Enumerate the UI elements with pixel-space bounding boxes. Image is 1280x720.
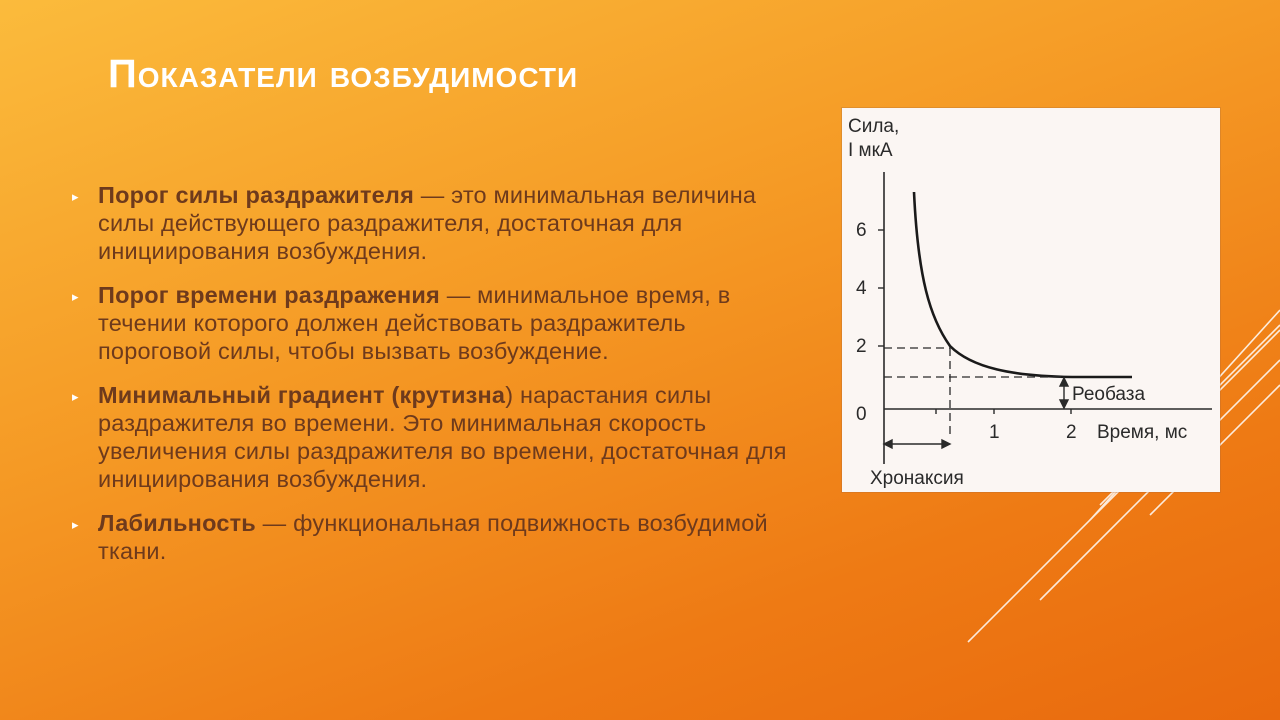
bullet-item — [72, 281, 792, 365]
y-tick-label: 2 — [856, 336, 867, 357]
bullet-text: — минимальное время, в течении которого должен действовать раздражитель пороговой силы, чтобы вызвать возбуждение. — [98, 282, 731, 364]
arrowhead-icon — [1060, 400, 1068, 408]
slide-title: Показатели возбудимости — [108, 52, 579, 96]
x-tick-label: 1 — [989, 422, 1000, 443]
x-axis-label: Время, мс — [1097, 422, 1188, 443]
bullet-arrow-icon: ▸ — [72, 289, 79, 304]
bullet-term: Лабильность — [98, 510, 256, 536]
bullet-item — [72, 181, 792, 265]
bullet-list — [72, 181, 792, 581]
y-tick-label: 6 — [856, 220, 867, 241]
bullet-item — [72, 381, 792, 493]
bullet-arrow-icon: ▸ — [72, 189, 79, 204]
y-axis-label: Сила, — [848, 116, 900, 137]
bullet-item — [72, 509, 792, 565]
y-tick-label: 4 — [856, 278, 867, 299]
arrowhead-icon — [1060, 378, 1068, 386]
arrowhead-icon — [942, 440, 950, 448]
strength-duration-curve — [914, 192, 1132, 377]
bullet-arrow-icon: ▸ — [72, 517, 79, 532]
bullet-arrow-icon: ▸ — [72, 389, 79, 404]
strength-duration-graph — [842, 108, 1220, 492]
strength-duration-figure — [842, 108, 1220, 492]
arrowhead-icon — [884, 440, 892, 448]
bullet-term: Порог времени раздражения — [98, 282, 440, 308]
y-axis-unit-label: I мкА — [848, 140, 893, 161]
x-tick-label: 2 — [1066, 422, 1077, 443]
chronaxie-label: Хронаксия — [870, 468, 964, 489]
bullet-text: — это минимальная величина силы действующего раздражителя, достаточная для инициирования возбуждения. — [98, 182, 757, 264]
bullet-text: ) нарастания силы раздражителя во времени. Это минимальная скорость увеличения силы раздражителя во времени, достаточная для инициирования возбуждения. — [98, 382, 787, 492]
bullet-term: Минимальный градиент (крутизна — [98, 382, 506, 408]
y-tick-label: 0 — [856, 404, 867, 425]
bullet-text: — функциональная подвижность возбудимой ткани. — [98, 510, 768, 564]
bullet-term: Порог силы раздражителя — [98, 182, 414, 208]
rheobase-label: Реобаза — [1072, 384, 1146, 405]
